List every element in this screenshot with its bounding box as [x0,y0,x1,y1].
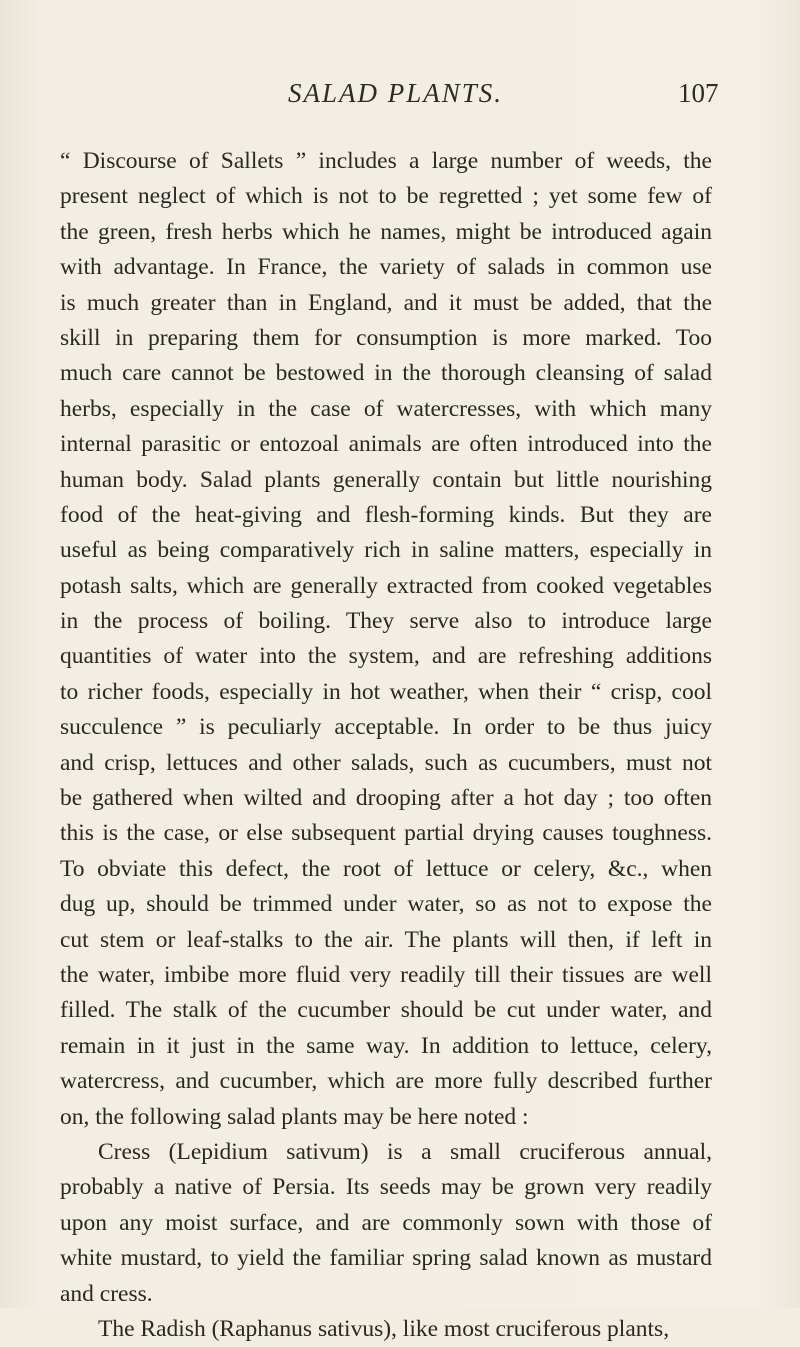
text-line: probably a native of Persia. Its seeds may be grown very readily [60,1174,712,1201]
text-line: human body. Salad plants generally contain but little nourishing [60,466,712,493]
text-line: quantities of water into the system, and are refreshing additions [60,643,712,670]
text-line: To obviate this defect, the root of lettuce or celery, &c., when [60,855,712,882]
text-line: The Radish (Raphanus sativus), like most cruciferous plants, [98,1315,670,1342]
text-line: internal parasitic or entozoal animals are often introduced into the [60,431,712,458]
text-line: in the process of boiling. They serve also to introduce large [60,608,712,635]
text-line: filled. The stalk of the cucumber should be cut under water, and [60,997,712,1024]
text-line: succulence ” is peculiarly acceptable. In order to be thus juicy [60,714,712,741]
body-text [60,144,712,1347]
text-line: is much greater than in England, and it must be added, that the [60,289,712,316]
text-line: useful as being comparatively rich in saline matters, especially in [60,537,712,564]
text-line: to richer foods, especially in hot weather, when their “ crisp, cool [60,678,712,705]
running-head [0,78,800,118]
text-line: food of the heat-giving and flesh-forming kinds. But they are [60,501,712,528]
text-line: herbs, especially in the case of watercresses, with which many [60,395,712,422]
text-line: the water, imbibe more fluid very readily till their tissues are well [60,961,712,988]
text-line: upon any moist surface, and are commonly sown with those of [60,1209,712,1236]
text-line: this is the case, or else subsequent partial drying causes toughness. [60,820,712,847]
text-line: watercress, and cucumber, which are more fully described further [60,1068,712,1095]
text-line: and crisp, lettuces and other salads, such as cucumbers, must not [60,749,712,776]
text-line: and cress. [60,1280,153,1307]
text-line: cut stem or leaf-stalks to the air. The plants will then, if left in [60,926,712,953]
text-line: much care cannot be bestowed in the thorough cleansing of salad [60,360,712,387]
text-line: skill in preparing them for consumption is more marked. Too [60,324,712,351]
text-line: remain in it just in the same way. In addition to lettuce, celery, [60,1032,712,1059]
text-line: be gathered when wilted and drooping after a hot day ; too often [60,785,712,812]
text-line: dug up, should be trimmed under water, so as not to expose the [60,891,712,918]
text-line: potash salts, which are generally extracted from cooked vegetables [60,572,712,599]
text-line: the green, fresh herbs which he names, might be introduced again [60,218,712,245]
text-line: “ Discourse of Sallets ” includes a large number of weeds, the [60,148,712,174]
text-line: Cress (Lepidium sativum) is a small cruciferous annual, [98,1138,712,1165]
text-line: with advantage. In France, the variety of salads in common use [60,254,712,281]
page-number: 107 [678,78,719,108]
text-line: present neglect of which is not to be regretted ; yet some few of [60,183,712,210]
running-title: SALAD PLANTS. [288,78,504,108]
text-line: white mustard, to yield the familiar spring salad known as mustard [60,1245,712,1272]
text-line: on, the following salad plants may be here noted : [60,1103,529,1130]
